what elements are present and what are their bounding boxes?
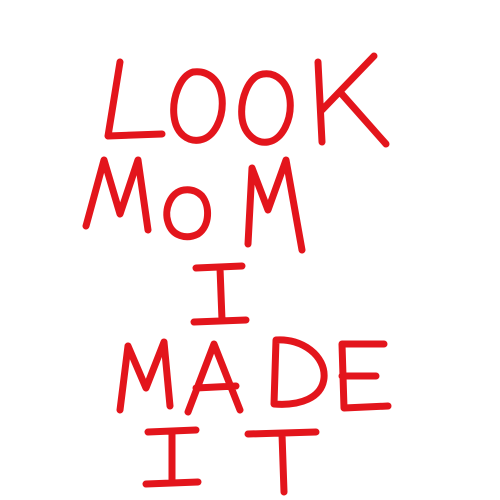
letter-o [242, 74, 291, 143]
line-mom [86, 160, 302, 250]
line-look [108, 56, 386, 144]
letter-m [86, 160, 148, 230]
line-it [146, 430, 316, 492]
letter-i [194, 266, 246, 322]
letter-a [188, 344, 240, 412]
letter-k [318, 56, 386, 144]
letter-o-small [167, 190, 208, 237]
letter-i [146, 430, 198, 484]
letter-l [108, 62, 162, 136]
line-i [194, 266, 246, 322]
line-made [120, 340, 388, 412]
letter-m [120, 342, 170, 410]
letter-e [342, 344, 388, 408]
letter-o [174, 72, 223, 141]
letter-d [274, 340, 324, 404]
letter-t [248, 432, 316, 492]
letter-m [248, 160, 302, 250]
